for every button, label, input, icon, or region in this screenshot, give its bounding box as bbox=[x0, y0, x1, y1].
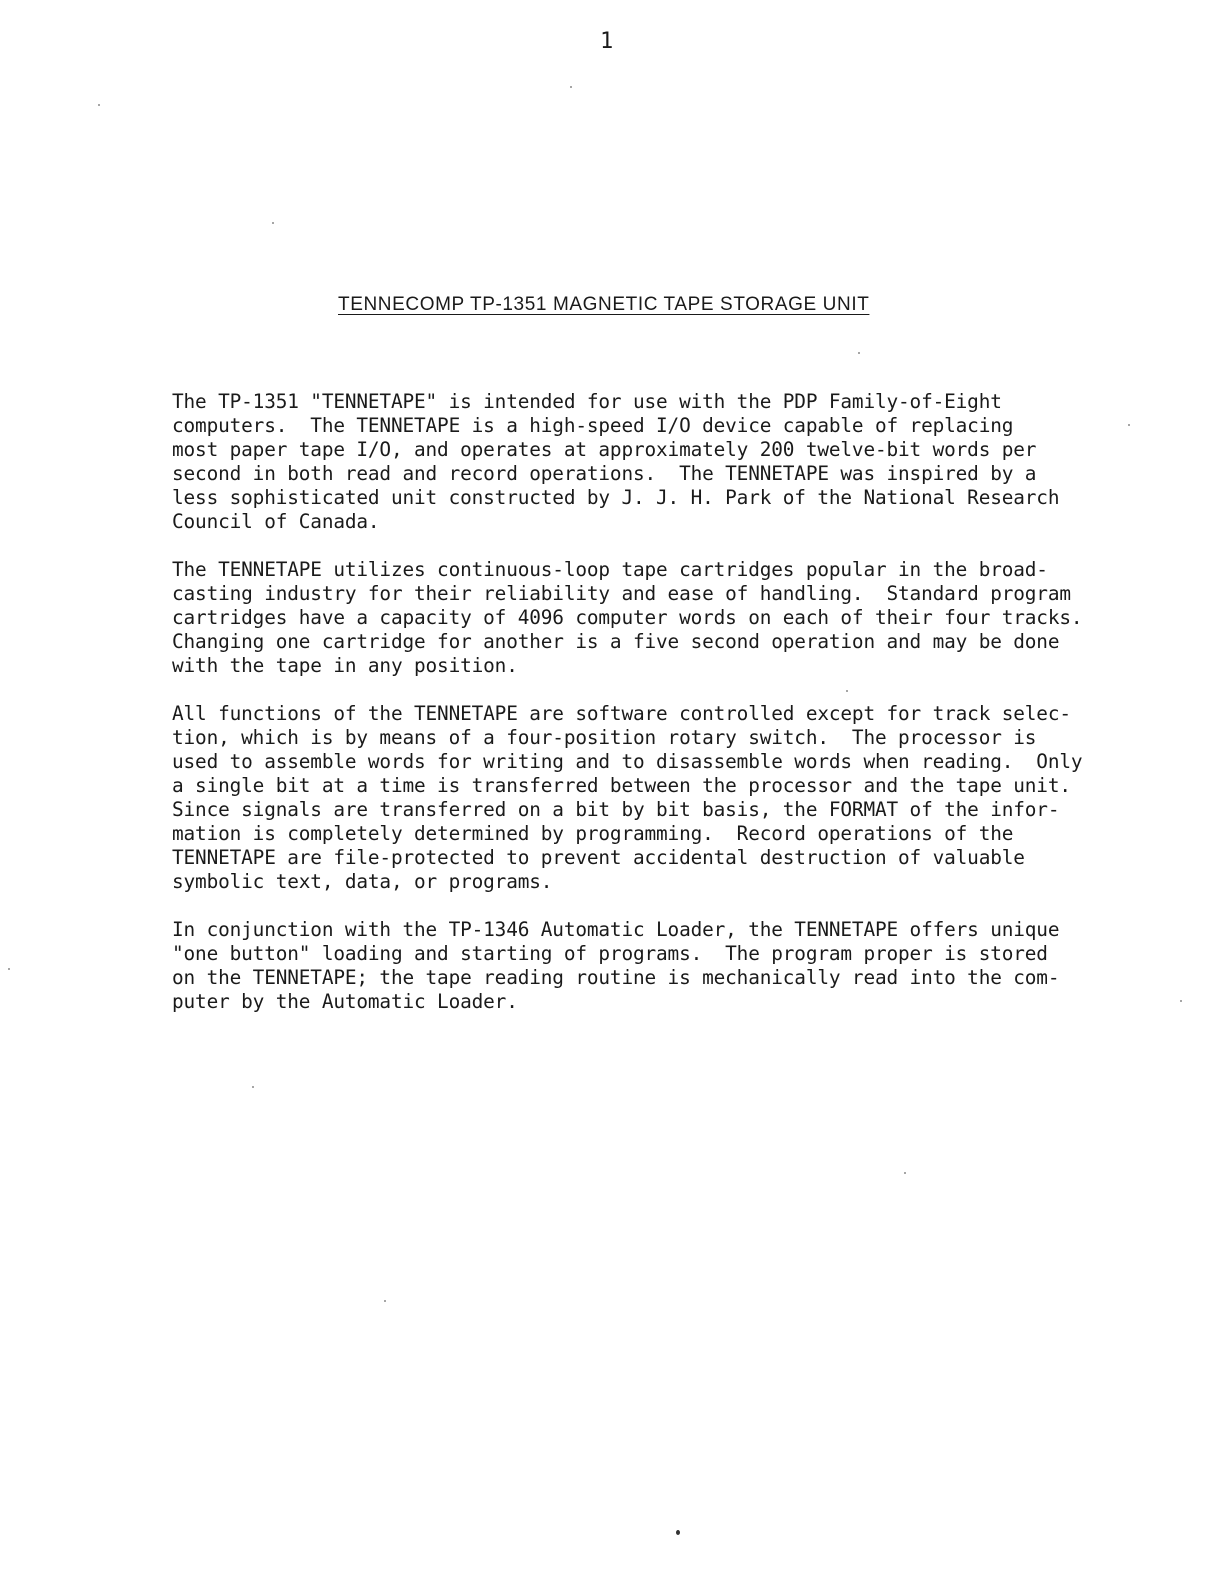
text-line: cartridges have a capacity of 4096 computer words on each of their four tracks. bbox=[172, 606, 1083, 629]
text-line: symbolic text, data, or programs. bbox=[172, 870, 553, 893]
text-line: casting industry for their reliability and ease of handling. Standard program bbox=[172, 582, 1071, 605]
text-line: All functions of the TENNETAPE are software controlled except for track selec- bbox=[172, 702, 1071, 725]
scan-speck bbox=[858, 352, 860, 354]
text-line: mation is completely determined by programming. Record operations of the bbox=[172, 822, 1014, 845]
scan-speck bbox=[252, 1086, 254, 1088]
paragraph-loader bbox=[172, 918, 1132, 1014]
scan-speck bbox=[676, 1530, 680, 1535]
text-line: "one button" loading and starting of programs. The program proper is stored bbox=[172, 942, 1048, 965]
text-line: Changing one cartridge for another is a five second operation and may be done bbox=[172, 630, 1060, 653]
paragraph-functions bbox=[172, 702, 1132, 894]
scan-speck bbox=[1180, 1000, 1182, 1002]
paragraph-cartridges bbox=[172, 558, 1132, 678]
text-line: with the tape in any position. bbox=[172, 654, 518, 677]
text-line: The TENNETAPE utilizes continuous-loop tape cartridges popular in the broad- bbox=[172, 558, 1048, 581]
text-line: a single bit at a time is transferred between the processor and the tape unit. bbox=[172, 774, 1071, 797]
text-line: puter by the Automatic Loader. bbox=[172, 990, 518, 1013]
text-line: second in both read and record operations. The TENNETAPE was inspired by a bbox=[172, 462, 1037, 485]
scan-speck bbox=[1128, 424, 1130, 426]
scan-speck bbox=[8, 968, 10, 970]
scan-speck bbox=[384, 1300, 386, 1302]
text-line: In conjunction with the TP-1346 Automatic Loader, the TENNETAPE offers unique bbox=[172, 918, 1060, 941]
text-line: computers. The TENNETAPE is a high-speed I/O device capable of replacing bbox=[172, 414, 1014, 437]
scan-speck bbox=[570, 86, 572, 88]
paragraph-intro bbox=[172, 390, 1132, 534]
text-line: The TP-1351 "TENNETAPE" is intended for use with the PDP Family-of-Eight bbox=[172, 390, 1002, 413]
text-line: Council of Canada. bbox=[172, 510, 380, 533]
page-number: 1 bbox=[600, 29, 614, 54]
scan-speck bbox=[904, 1172, 906, 1174]
scan-speck bbox=[272, 222, 274, 224]
document-body bbox=[172, 390, 1132, 1038]
document-title: TENNECOMP TP-1351 MAGNETIC TAPE STORAGE UNIT bbox=[338, 294, 870, 315]
text-line: TENNETAPE are file-protected to prevent accidental destruction of valuable bbox=[172, 846, 1025, 869]
scan-speck bbox=[846, 690, 848, 692]
text-line: Since signals are transferred on a bit by bit basis, the FORMAT of the infor- bbox=[172, 798, 1060, 821]
text-line: used to assemble words for writing and to disassemble words when reading. Only bbox=[172, 750, 1083, 773]
text-line: most paper tape I/O, and operates at approximately 200 twelve-bit words per bbox=[172, 438, 1037, 461]
text-line: less sophisticated unit constructed by J. J. H. Park of the National Research bbox=[172, 486, 1060, 509]
text-line: tion, which is by means of a four-position rotary switch. The processor is bbox=[172, 726, 1037, 749]
scan-speck bbox=[98, 104, 100, 106]
text-line: on the TENNETAPE; the tape reading routine is mechanically read into the com- bbox=[172, 966, 1060, 989]
